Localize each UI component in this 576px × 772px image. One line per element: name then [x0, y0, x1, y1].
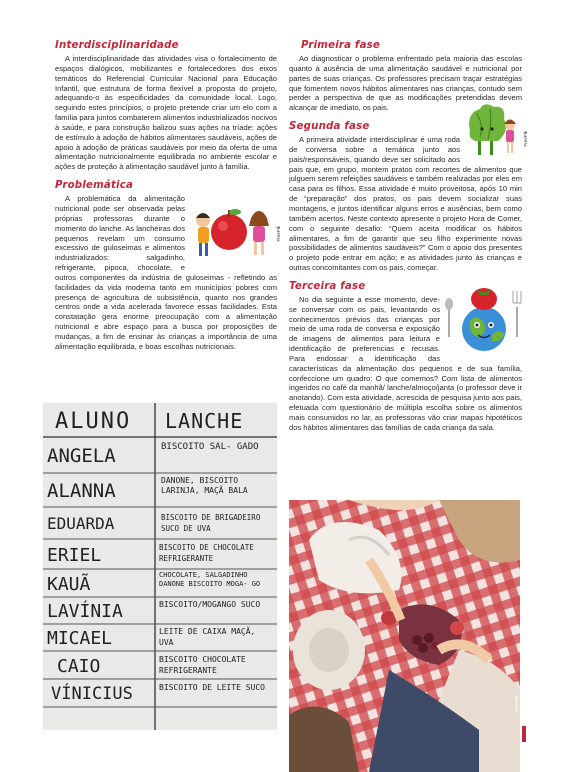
row-lunch-1: BISCOITO SAL- GADO	[161, 442, 259, 452]
credit-freepik-left: FreePik	[276, 226, 281, 242]
row-lunch-3: BISCOITO DE BRIGADEIRO SUCO DE UVA	[161, 513, 261, 533]
right-column	[289, 40, 528, 441]
header-lanche: LANCHE	[165, 409, 244, 433]
credit-freepik-veg: FreePik	[523, 131, 528, 147]
lunch-list-photo	[43, 403, 277, 730]
row-name-8: CAIO	[57, 656, 101, 677]
credit-freepik-photo: FreePik	[514, 696, 519, 712]
vegetable-kid-illustration	[464, 101, 528, 163]
row-lunch-2: DANONE, BISCOITO LARINJA, MAÇÃ BALA	[161, 476, 248, 495]
kids-apple-illustration	[189, 194, 281, 264]
row-name-1: ANGELA	[47, 445, 116, 467]
kids-apple-icon	[189, 194, 277, 264]
text-segunda-fase: A primeira atividade interdisciplinar é uma roda de conversa sobre a temática junto aos pais/responsáveis, quando deve ser solicitado aos pais que, em grupo, montem pratos com recortes de alimentos que julguem serem refeições saudáveis e também realizadas por eles em casa para os filhos. Essa atividade é muito proveitosa, após 10 min de “preparação” dos pratos, os pais devem socializar suas montagens, e juntos identificar alguns erros e ausências, bem como também acertos. Neste contexto apresente o projeto Hora de Comer, com o seguinte desafio: “Quem aceita modificar os hábitos alimentares, a fim de garantir que seu filho experimente novas possibilidades de alimentos saudáveis?” Com o apoio dos presentes o projeto pode entrar em ação; e as atividades junto às crianças e outras concomitantes com os pais, começar.	[289, 135, 522, 273]
page-edge-marker	[522, 726, 526, 742]
globe-tomato-icon	[444, 277, 522, 359]
left-column	[55, 40, 281, 360]
heading-interdisciplinaridade: Interdisciplinaridade	[55, 40, 179, 51]
section-interdisciplinaridade	[55, 40, 277, 172]
row-lunch-4: BISCOITO DE CHOCOLATE REFRIGERANTE	[159, 543, 254, 563]
section-segunda-fase	[289, 121, 528, 273]
heading-terceira-fase: Terceira fase	[289, 280, 366, 292]
picnic-photo	[289, 500, 520, 772]
row-lunch-8: BISCOITO CHOCOLATE REFRIGERANTE	[159, 655, 246, 675]
lettuce-kid-icon	[464, 101, 522, 163]
heading-problematica: Problemática	[55, 180, 134, 192]
picnic-scene	[289, 500, 520, 772]
row-name-6: LAVÍNIA	[47, 601, 123, 622]
row-name-3: EDUARDA	[47, 514, 115, 533]
row-name-2: ALANNA	[47, 480, 116, 502]
row-name-9: VÍNICIUS	[51, 684, 133, 704]
row-name-5: KAUÃ	[47, 574, 91, 595]
row-name-4: ERIEL	[47, 545, 102, 566]
globe-tomato-illustration	[444, 277, 522, 359]
row-lunch-7: LEITE DE CAIXA MAÇÃ, UVA	[159, 627, 256, 647]
header-aluno: ALUNO	[55, 409, 132, 434]
row-lunch-9: BISCOITO DE LEITE SUCO	[159, 683, 265, 692]
text-interdisciplinaridade: A interdisciplinaridade das atividades visa o fortalecimento de espaços dialógicos, mobilizantes e fortalecedores dos eixos temáticos do Referencial Curricular Nacional para Educação Infantil, que estrutura de forma flexível a proposta do projeto, adequando-o às especificidades da comunidade local. Logo, seguindo estes princípios, o projeto pretende criar um elo com a família para juntos combaterem alimentos industrializados nocivos à saúde, e para construção balizou suas ações na tríade: ações de estímulo à adoção de hábitos alimentares saudáveis, ações de apoio à adoção de práticas saudáveis por meio da oferta de uma alimentação nutricionalmente equilibrada no ambiente escolar e ações de proteção à alimentação saudável junto à família.	[55, 54, 277, 172]
section-terceira-fase	[289, 281, 522, 433]
row-lunch-6: BISCOITO/MOGANGO SUCO	[159, 600, 261, 609]
heading-primeira-fase: Primeira fase	[301, 40, 381, 51]
section-problematica	[55, 180, 281, 352]
heading-segunda-fase: Segunda fase	[289, 121, 370, 133]
text-problematica: A problemática da alimentação nutricional pode ser observada pelas próprias professoras durante o momento do lanche. As lancheiras dos pequenos revelam um consumo excessivo de guloseimas e alimentos industrializados: salgadinho, refrigerante, pipoca, chocolate, e outros componentes da indústria de guloseimas - refletindo as facilidades da vida moderna tanto em municípios pobres com presença de agricultura de subsistência, quanto nos grandes centros onde a vida acelerada favorece essas facilidades. Esta constatação gera enorme preocupação com a alimentação nutricional e abre espaço para a busca por proposições de mudanças, a fim de ensinar às crianças a importância de uma alimentação equilibrada, e boas escolhas nutricionais.	[55, 194, 277, 351]
row-lunch-5: CHOCOLATE, SALGADINHO DANONE BISCOITO MOGA- GO	[159, 571, 261, 588]
row-name-7: MICAEL	[47, 628, 113, 649]
text-terceira-fase: No dia seguinte a esse momento, deve-se conversar com os pais, levantando os conhecimentos prévios das crianças por meio de uma roda de conversa e exposição de imagens de alimentos para leitura e identificação de preferencias e recusas. Para endossar a identificação das características da alimentação dos pequenos e de sua família, confeccione um quadro: O que comemos? Com lista de alimentos ingeridos no café da manhã/ lanche/almoço/janta (o professor deve ir anotando). Com esta atividade, acrescida de pesquisa junto aos pais, efetuada com questionário de múltipla escolha sobre os alimentos mais consumidos no lar, as professoras vão criar mapas hipotéticos dos hábitos alimentares das famílias de cada criança da sala.	[289, 294, 522, 432]
text-primeira-fase: Ao diagnosticar o problema enfrentado pela maioria das escolas quanto à ausência de uma alimentação saudável e nutricional por partes de suas crianças. Os professores precisam traçar estratégias que fomentem novos hábitos alimentares nas crianças, contudo sem perder a perspectiva de que as modificações pretendidas devem alcançar de imediato, os pais.	[289, 54, 522, 113]
